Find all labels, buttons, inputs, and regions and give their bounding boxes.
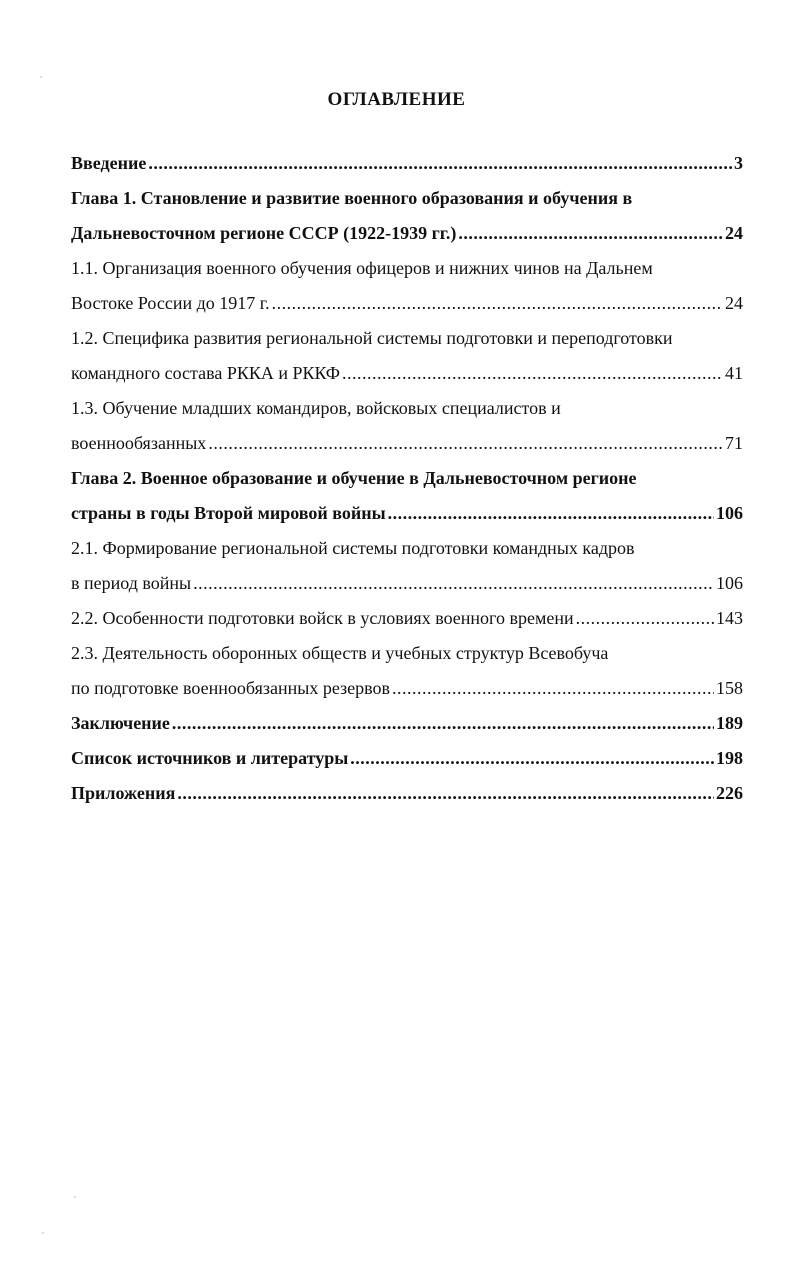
toc-entry-title: в период войны — [71, 573, 192, 593]
toc-entry-title: страны в годы Второй мировой войны — [71, 503, 386, 523]
toc-entry-chapter-1 — [71, 181, 743, 251]
page-title: ОГЛАВЛЕНИЕ — [327, 89, 466, 110]
toc-entry-text-line: 1.1. Организация военного обучения офицеров и нижних чинов на Дальнем — [71, 258, 653, 278]
toc-page-number: 71 — [725, 433, 743, 453]
toc-page-number: 106 — [716, 573, 743, 593]
toc-entry-appendices — [71, 776, 743, 811]
toc-entry-text-line: 1.2. Специфика развития региональной системы подготовки и переподготовки — [71, 328, 673, 348]
toc-page-number: 106 — [716, 503, 743, 523]
toc-entry-title: военнообязанных — [71, 433, 207, 453]
toc-page-number: 189 — [716, 713, 743, 733]
toc-page-number: 24 — [725, 293, 743, 313]
toc-page-number: 143 — [716, 608, 743, 628]
scan-speck — [42, 1232, 44, 1234]
toc-entry-section-1-2 — [71, 321, 743, 391]
toc-entry-title: Востоке России до 1917 г. — [71, 293, 270, 313]
toc-entry-intro — [71, 146, 743, 181]
dot-leader — [388, 496, 714, 531]
toc-entry-final-line — [71, 741, 743, 776]
toc-entry-text-line: 2.3. Деятельность оборонных обществ и учебных структур Всевобуча — [71, 643, 609, 663]
toc-entry-conclusion — [71, 706, 743, 741]
toc-entry-final-line — [71, 286, 743, 321]
toc-entry-section-1-1 — [71, 251, 743, 321]
toc-entry-title: командного состава РККА и РККФ — [71, 363, 340, 383]
dot-leader — [172, 706, 714, 741]
toc-entry-title: Приложения — [71, 783, 176, 803]
dot-leader — [392, 671, 714, 706]
dot-leader — [208, 426, 723, 461]
toc-entry-section-2-1 — [71, 531, 743, 601]
toc-entry-title: Заключение — [71, 713, 170, 733]
toc-entry-final-line — [71, 356, 743, 391]
dot-leader — [576, 601, 714, 636]
toc-page-number: 3 — [734, 153, 743, 173]
toc-entry-final-line — [71, 776, 743, 811]
toc-entry-section-2-3 — [71, 636, 743, 706]
toc-entry-section-2-2 — [71, 601, 743, 636]
toc-entry-final-line — [71, 496, 743, 531]
scan-speck — [40, 76, 42, 78]
toc-entry-final-line — [71, 216, 743, 251]
dot-leader — [458, 216, 723, 251]
dot-leader — [177, 776, 714, 811]
toc-entry-final-line — [71, 706, 743, 741]
toc-page-number: 198 — [716, 748, 743, 768]
toc-entry-text-line: Глава 2. Военное образование и обучение в Дальневосточном регионе — [71, 468, 637, 488]
toc-entry-title: по подготовке военнообязанных резервов — [71, 678, 390, 698]
toc-entry-text-line: Глава 1. Становление и развитие военного образования и обучения в — [71, 188, 633, 208]
toc-page-number: 41 — [725, 363, 743, 383]
toc-entry-title: Список источников и литературы — [71, 748, 349, 768]
toc-entry-text-line: 1.3. Обучение младших командиров, войсковых специалистов и — [71, 398, 561, 418]
toc-entry-final-line — [71, 426, 743, 461]
dot-leader — [342, 356, 723, 391]
toc-page-number: 158 — [716, 678, 743, 698]
toc-entry-title: Дальневосточном регионе СССР (1922-1939 гг.) — [71, 223, 457, 243]
toc-page-number: 226 — [716, 783, 743, 803]
toc-entry-chapter-2 — [71, 461, 743, 531]
dot-leader — [193, 566, 714, 601]
toc-entry-sources — [71, 741, 743, 776]
toc-entry-text-line: 2.1. Формирование региональной системы подготовки командных кадров — [71, 538, 635, 558]
dot-leader — [272, 286, 723, 321]
toc-entry-title: 2.2. Особенности подготовки войск в условиях военного времени — [71, 608, 574, 628]
toc-entry-final-line — [71, 671, 743, 706]
toc-entry-title: Введение — [71, 153, 147, 173]
toc-entry-final-line — [71, 566, 743, 601]
table-of-contents — [71, 146, 743, 811]
dot-leader — [148, 146, 732, 181]
dot-leader — [350, 741, 714, 776]
scan-speck — [74, 1196, 76, 1198]
toc-entry-final-line — [71, 146, 743, 181]
toc-page-number: 24 — [725, 223, 743, 243]
toc-entry-final-line — [71, 601, 743, 636]
toc-entry-section-1-3 — [71, 391, 743, 461]
